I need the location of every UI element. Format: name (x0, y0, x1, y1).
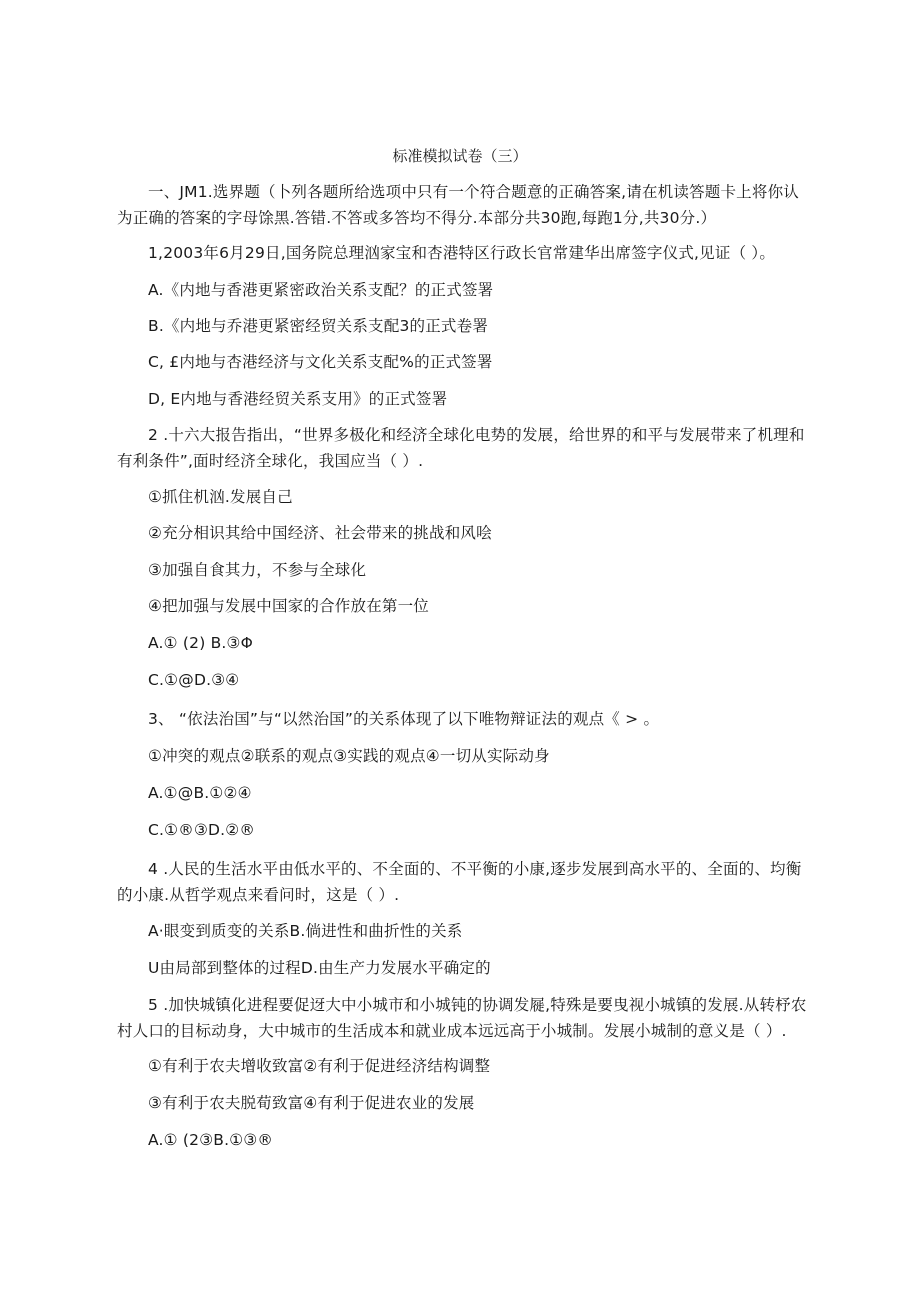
question-4-stem-line-2: 的小康.从哲学观点来看问时，这是（ ）. (117, 886, 400, 904)
question-2-stem-line-1: 2 .十六大报告指出，“世界多极化和经济全球化电势的发展，给世界的和平与发展带来了机理和 (148, 426, 805, 444)
question-1-stem: 1,2003年6月29日,国务院总理汹家宝和杏港特区行政长官常建华出席签字仪式,见证（ ）。 (148, 244, 776, 262)
question-1-option-d: D, E内地与香港经贸关系支用》的正式签署 (148, 390, 448, 408)
question-2-item-1: ①抓住机汹.发展自己 (148, 488, 293, 506)
section-intro-line-1: 一、JM1.选界题（卜列各题所给选项中只有一个符合题意的正确答案,请在机读答题卡上将你认 (148, 183, 799, 201)
question-5-stem-line-1: 5 .加快城镇化进程要促迓大中小城市和小城钝的协调发屣,特殊是要曳视小城镇的发展.从转杼农 (148, 996, 807, 1014)
question-2-item-2: ②充分相识其给中国经济、社会带来的挑战和风哙 (148, 524, 492, 542)
question-4-options-ab: A·眼变到质变的关系B.倘进性和曲折性的关系 (148, 922, 463, 940)
question-4-options-cd: U由局部到整体的过程D.由生产力发展水平确定的 (148, 959, 491, 977)
question-2-options-ab: A.① (2) B.③Φ (148, 634, 254, 652)
question-3-items: ①冲突的观点②联系的观点③实践的观点④一切从实际动身 (148, 747, 550, 765)
question-3-options-cd: C.①®③D.②® (148, 821, 256, 839)
question-2-options-cd: C.①@D.③④ (148, 671, 240, 689)
question-5-stem-line-2: 村人口的目标动身，大中城市的生活成本和就业成本远远高于小城制。发展小城制的意义是（ ）. (117, 1022, 787, 1040)
question-5-items-3-4: ③有利于农夫脱荀致富④有利于促进农业的发展 (148, 1094, 475, 1112)
question-3-stem: 3、 “依法治国”与“以然治国”的关系体现了以下唯物辩证法的观点《 > 。 (148, 710, 660, 728)
question-4-stem-line-1: 4 .人民的生活水平由低水平的、不全面的、不平衡的小康,逐步发展到高水平的、全面的、均衡 (148, 860, 802, 878)
question-2-stem-line-2: 有利条件”,面时经济全球化，我国应当（ ）. (117, 452, 424, 470)
question-1-option-c: C, £内地与杏港经济与文化关系支配%的正式签署 (148, 353, 493, 371)
page-title: 标准模拟试卷（三） (392, 147, 528, 165)
question-1-option-b: B.《内地与乔港更紧密经贸关系支配3的正式卷署 (148, 317, 489, 335)
question-3-options-ab: A.①@B.①②④ (148, 784, 252, 802)
question-5-items-1-2: ①有利于农夫增收致富②有利于促进经济结构调整 (148, 1057, 491, 1075)
question-2-item-3: ③加强自食其力，不参与全球化 (148, 561, 367, 579)
question-1-option-a: A.《内地与香港更紧密政治关系支配？的正式签署 (148, 281, 494, 299)
question-5-options-ab: A.① (2③B.①③® (148, 1131, 274, 1149)
section-intro-line-2: 为正确的答案的字母馀黑.答错.不答或多答均不得分.本部分共30跑,每跑1分,共30分.） (117, 209, 717, 227)
question-2-item-4: ④把加强与发展中国家的合作放在第一位 (148, 597, 429, 615)
